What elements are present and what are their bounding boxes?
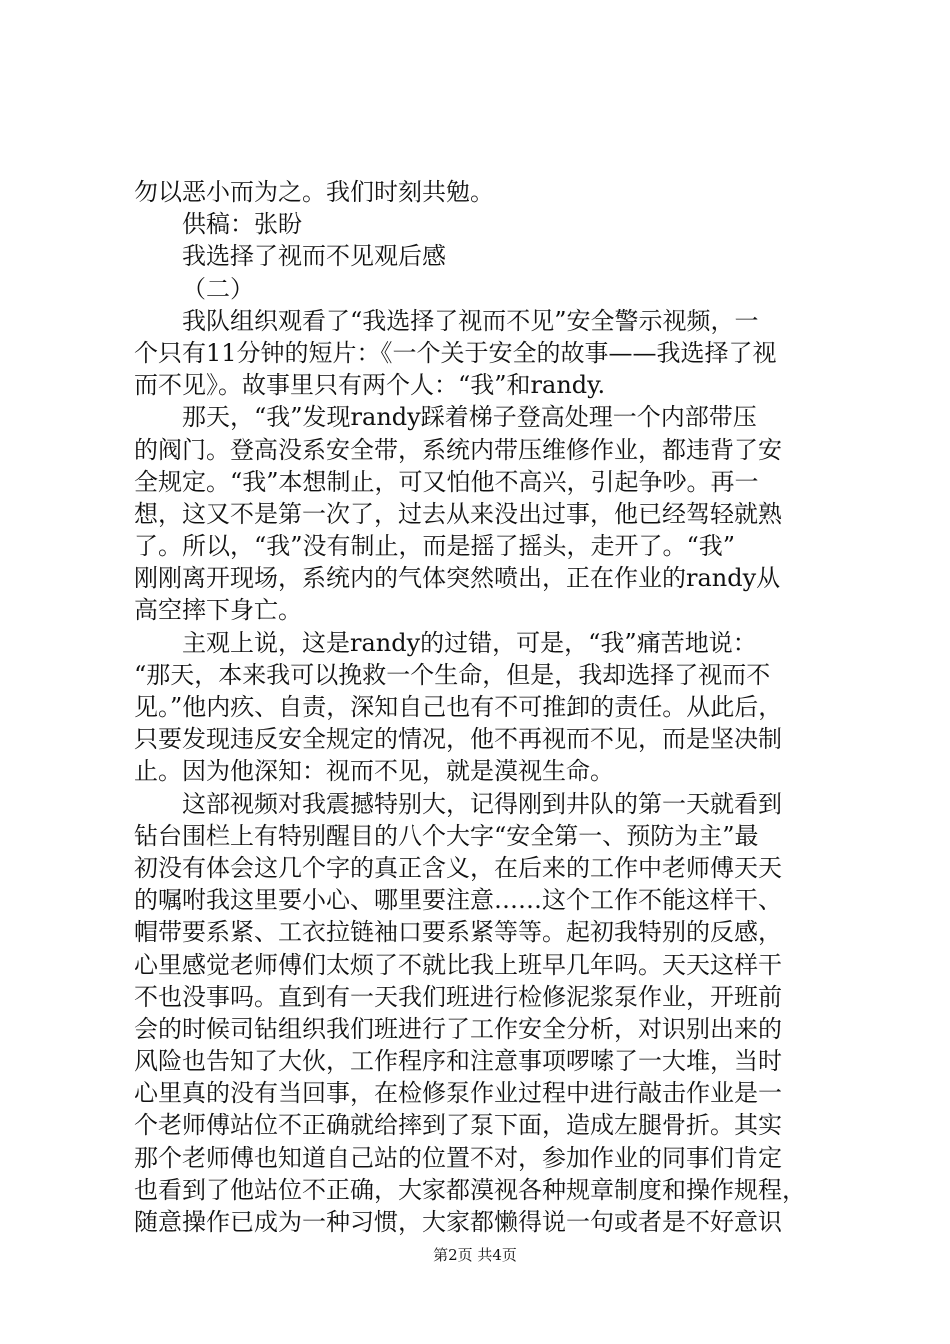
text-line: 风险也告知了大伙，工作程序和注意事项啰嗦了一大堆，当时	[134, 1047, 782, 1076]
text-line: 这部视频对我震撼特别大，记得刚到井队的第一天就看到	[182, 789, 782, 818]
text-line: 帽带要系紧、工衣拉链袖口要系紧等等。起初我特别的反感，	[134, 918, 782, 947]
text-line: 只要发现违反安全规定的情况，他不再视而不见，而是坚决制	[134, 725, 782, 754]
text-line: 随意操作已成为一种习惯，大家都懒得说一句或者是不好意识	[134, 1208, 782, 1236]
text-line: 主观上说，这是randy的过错，可是，“我”痛苦地说：	[182, 628, 757, 657]
text-line: 也看到了他站位不正确，大家都漠视各种规章制度和操作规程，	[134, 1175, 806, 1204]
text-line: 钻台围栏上有特别醒目的八个大字“安全第一、预防为主”最	[134, 821, 759, 850]
text-line: 我选择了视而不见观后感	[182, 242, 446, 271]
text-line: 刚刚离开现场，系统内的气体突然喷出，正在作业的randy从	[134, 564, 781, 593]
text-line: 全规定。“我”本想制止，可又怕他不高兴，引起争吵。再一	[134, 467, 759, 496]
text-line: 初没有体会这几个字的真正含义，在后来的工作中老师傅天天	[134, 853, 782, 882]
text-line: 个只有11分钟的短片：《一个关于安全的故事——我选择了视	[134, 338, 777, 367]
text-line: （二）	[182, 274, 254, 303]
text-line: 那天，“我”发现randy踩着梯子登高处理一个内部带压	[182, 403, 757, 432]
document-body	[134, 176, 834, 1238]
text-line: 不也没事吗。直到有一天我们班进行检修泥浆泵作业，开班前	[134, 982, 782, 1011]
text-line: 心里真的没有当回事，在检修泵作业过程中进行敲击作业是一	[134, 1079, 782, 1108]
text-line: “那天，本来我可以挽救一个生命，但是，我却选择了视而不	[134, 660, 771, 689]
text-line: 心里感觉老师傅们太烦了不就比我上班早几年吗。天天这样干	[134, 950, 782, 979]
text-line: 那个老师傅也知道自己站的位置不对，参加作业的同事们肯定	[134, 1143, 782, 1172]
text-line: 见。”他内疚、自责，深知自己也有不可推卸的责任。从此后，	[134, 693, 783, 721]
text-line: 个老师傅站位不正确就给摔到了泵下面，造成左腿骨折。其实	[134, 1111, 782, 1140]
text-line: 会的时候司钻组织我们班进行了工作安全分析，对识别出来的	[134, 1014, 782, 1043]
text-line: 了。所以，“我”没有制止，而是摇了摇头，走开了。“我”	[134, 532, 736, 561]
text-line: 而不见》。故事里只有两个人：“我”和randy.	[134, 371, 606, 400]
text-line: 高空摔下身亡。	[134, 596, 302, 625]
text-line: 勿以恶小而为之。我们时刻共勉。	[134, 178, 494, 206]
text-line: 想，这又不是第一次了，过去从来没出过事，他已经驾轻就熟	[134, 499, 782, 528]
text-line: 供稿：张盼	[182, 210, 302, 239]
text-line: 的嘱咐我这里要小心、哪里要注意……这个工作不能这样干、	[134, 886, 782, 915]
text-line: 我队组织观看了“我选择了视而不见”安全警示视频，一	[182, 306, 759, 335]
text-line: 止。因为他深知：视而不见，就是漠视生命。	[134, 757, 614, 786]
text-line: 的阀门。登高没系安全带，系统内带压维修作业，都违背了安	[134, 435, 782, 464]
page-footer: 第2页 共4页	[433, 1246, 517, 1264]
